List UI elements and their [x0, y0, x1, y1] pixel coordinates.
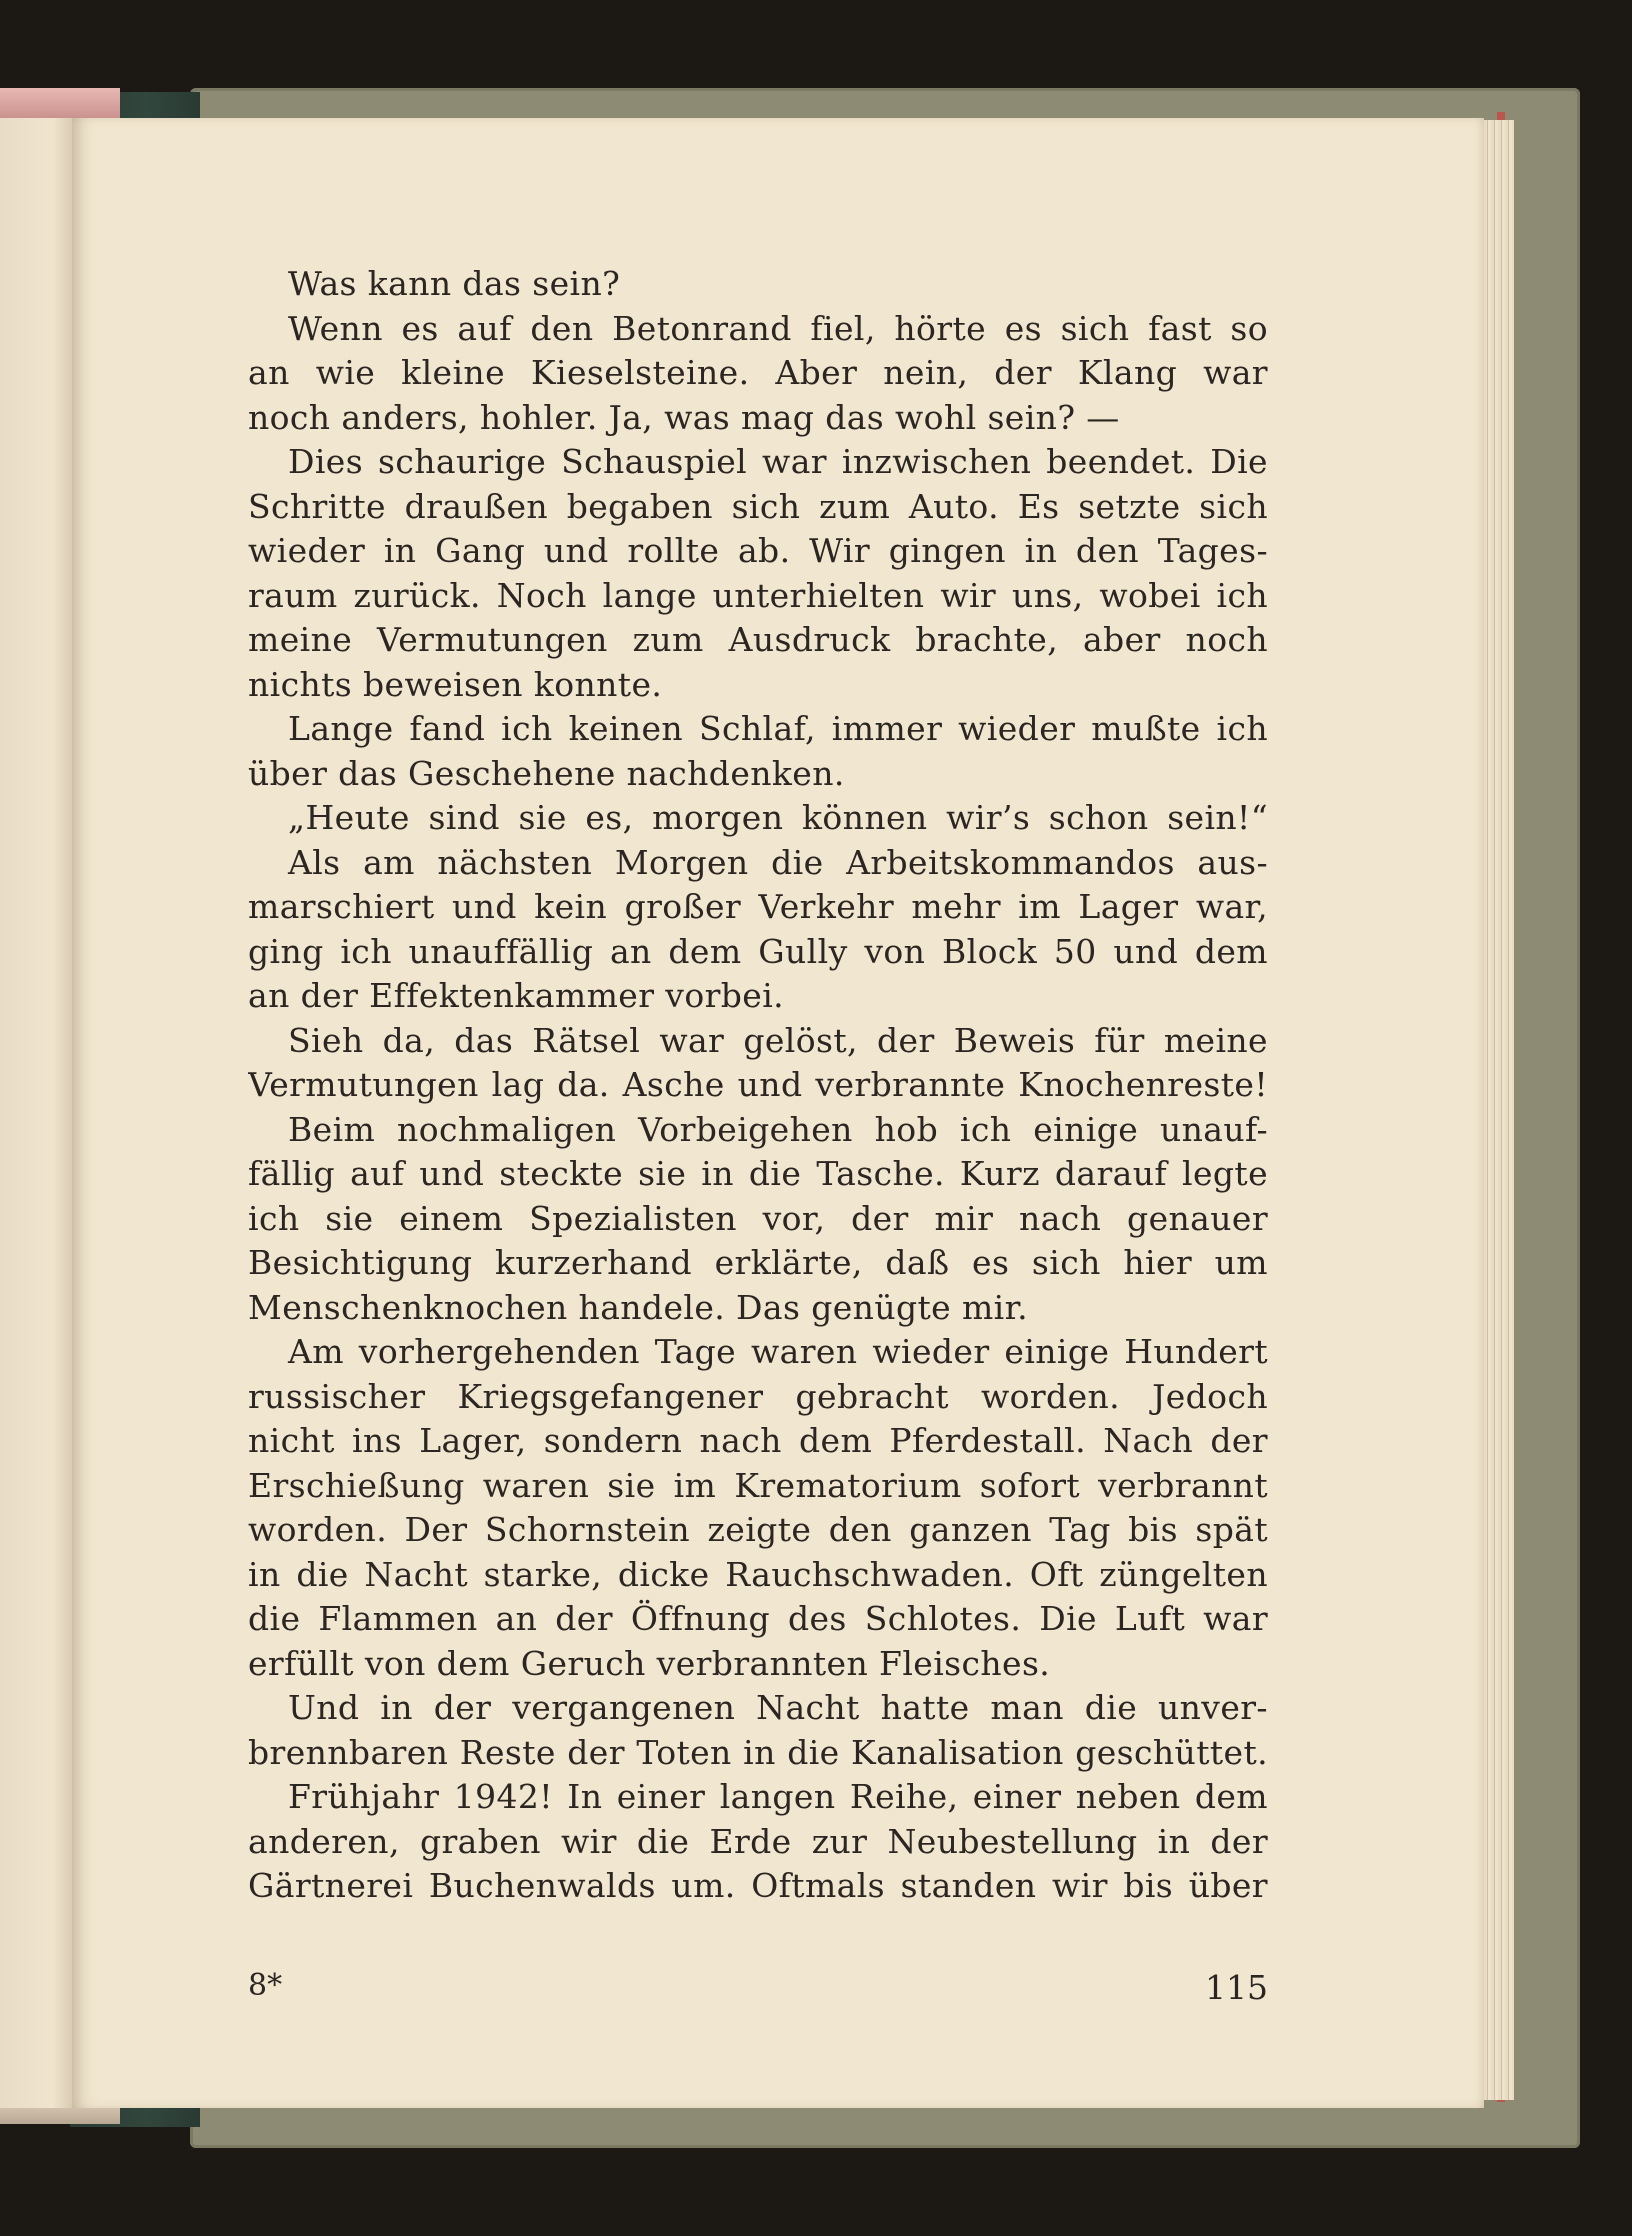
text-line: meine Vermutungen zum Ausdruck brachte, aber noch: [248, 620, 1268, 659]
text-line: erfüllt von dem Geruch verbrannten Fleisches.: [248, 1643, 1051, 1683]
text-line: Sieh da, das Rätsel war gelöst, der Beweis für meine: [288, 1020, 1268, 1060]
text-line: russischer Kriegsgefangener gebracht worden. Jedoch: [248, 1376, 1268, 1416]
text-line: anderen, graben wir die Erde zur Neubestellung in der: [248, 1821, 1268, 1861]
text-line: nichts beweisen konnte.: [248, 664, 663, 704]
text-line: die Flammen an der Öffnung des Schlotes. Die Luft war: [248, 1599, 1268, 1638]
text-line: Menschenknochen handele. Das genügte mir.: [248, 1287, 1029, 1327]
text-line: Frühjahr 1942! In einer langen Reihe, einer neben dem: [288, 1777, 1268, 1816]
text-line: marschiert und kein großer Verkehr mehr im Lager war,: [248, 887, 1268, 926]
page-block-edges: [1484, 120, 1514, 2100]
text-line: wieder in Gang und rollte ab. Wir gingen in den Tages-: [248, 531, 1268, 570]
text-line: über das Geschehene nachdenken.: [248, 753, 845, 793]
page-text: [248, 262, 1268, 1909]
text-line: Vermutungen lag da. Asche und verbrannte Knochenreste!: [248, 1065, 1268, 1104]
text-line: nicht ins Lager, sondern nach dem Pferdestall. Nach der: [248, 1421, 1268, 1460]
signature-mark: 8*: [248, 1968, 283, 2003]
text-line: Besichtigung kurzerhand erklärte, daß es sich hier um: [248, 1243, 1268, 1282]
page-footer: [248, 1968, 1268, 2014]
text-line: an der Effektenkammer vorbei.: [248, 976, 785, 1015]
text-line: Und in der vergangenen Nacht hatte man die unver-: [288, 1688, 1268, 1727]
text-line: worden. Der Schornstein zeigte den ganzen Tag bis spät: [248, 1510, 1268, 1549]
text-line: Wenn es auf den Betonrand fiel, hörte es sich fast so: [288, 308, 1268, 348]
left-page-edge: [0, 118, 75, 2108]
text-line: fällig auf und steckte sie in die Tasche. Kurz darauf legte: [248, 1154, 1268, 1193]
text-line: raum zurück. Noch lange unterhielten wir uns, wobei ich: [248, 575, 1268, 615]
text-line: noch anders, hohler. Ja, was mag das wohl sein? —: [248, 397, 1120, 437]
text-line: Lange fand ich keinen Schlaf, immer wieder mußte ich: [288, 709, 1268, 748]
text-line: Beim nochmaligen Vorbeigehen hob ich einige unauf-: [288, 1109, 1268, 1149]
text-line: Gärtnerei Buchenwalds um. Oftmals standen wir bis über: [248, 1866, 1268, 1905]
text-line: ich sie einem Spezialisten vor, der mir nach genauer: [248, 1198, 1268, 1238]
text-line: Schritte draußen begaben sich zum Auto. Es setzte sich: [248, 486, 1268, 526]
text-line: an wie kleine Kieselsteine. Aber nein, der Klang war: [248, 353, 1268, 392]
text-line: Als am nächsten Morgen die Arbeitskommandos aus-: [288, 842, 1268, 882]
text-line: Was kann das sein?: [288, 264, 621, 303]
headband: [0, 88, 120, 120]
page-number: 115: [1205, 1968, 1268, 2007]
text-line: brennbaren Reste der Toten in die Kanalisation geschüttet.: [248, 1732, 1268, 1772]
text-line: ging ich unauffällig an dem Gully von Block 50 und dem: [248, 931, 1268, 971]
text-line: Dies schaurige Schauspiel war inzwischen beendet. Die: [288, 442, 1268, 481]
text-line: „Heute sind sie es, morgen können wir’s schon sein!“: [288, 798, 1268, 837]
text-line: Erschießung waren sie im Krematorium sofort verbrannt: [248, 1465, 1268, 1505]
text-line: Am vorhergehenden Tage waren wieder einige Hundert: [288, 1332, 1268, 1371]
text-line: in die Nacht starke, dicke Rauchschwaden. Oft züngelten: [248, 1554, 1268, 1594]
